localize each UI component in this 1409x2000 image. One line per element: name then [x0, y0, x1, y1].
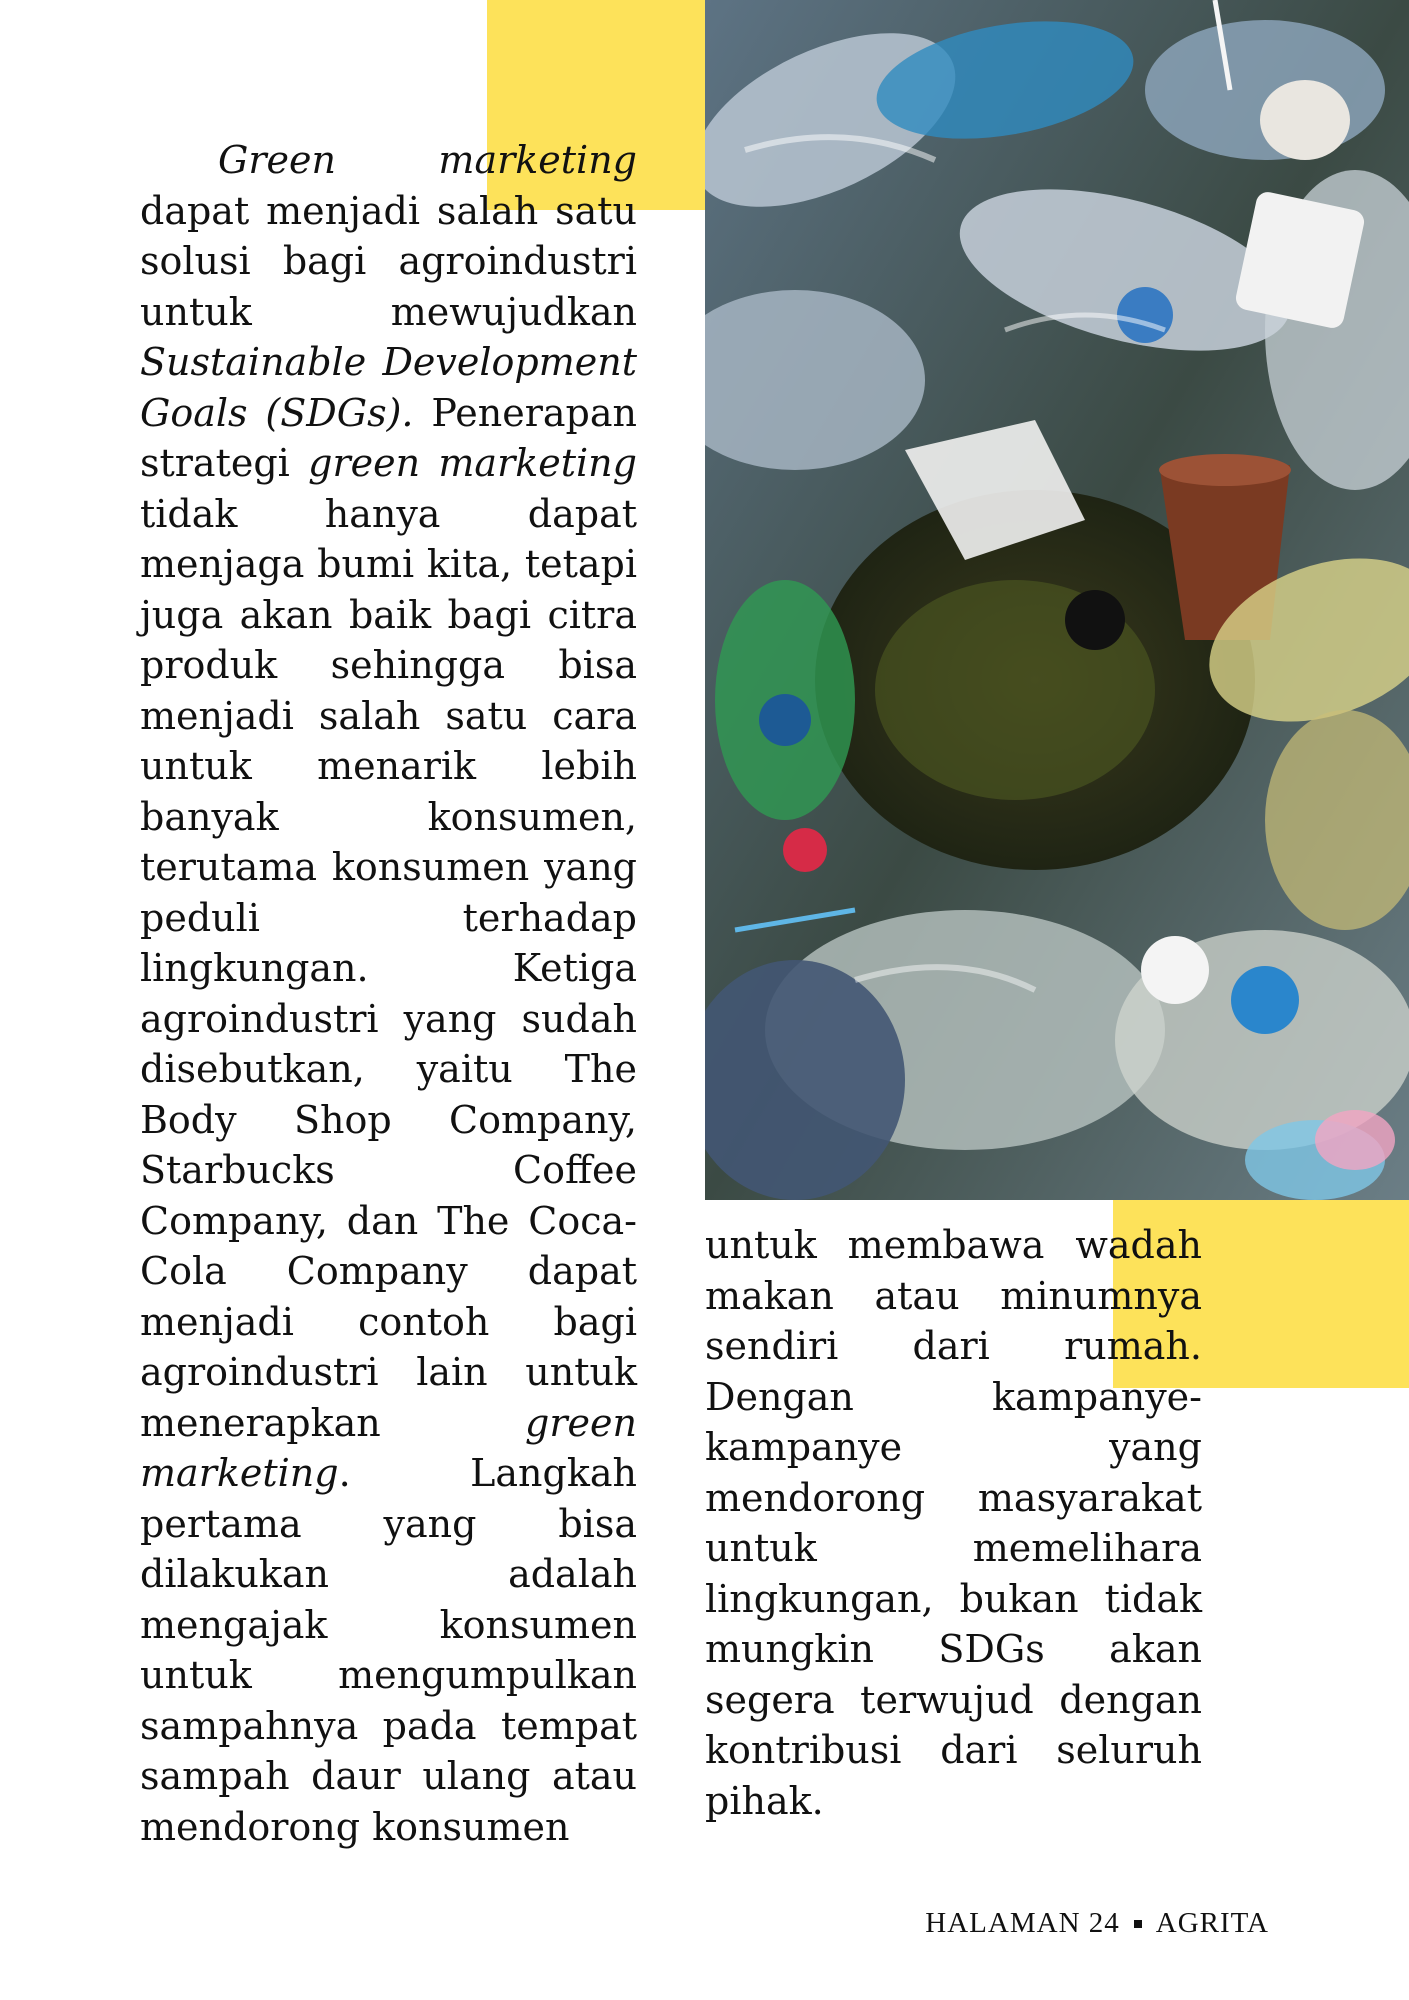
article-column-left — [140, 135, 637, 1852]
article-paragraph-right: untuk membawa wadah makan atau minumnya sendiri dari rumah. Dengan kampanye-kampanye yang mendorong masyarakat untuk memelihara lingkungan, bukan tidak mungkin SDGs akan segera terwujud dengan kontribusi dari seluruh pihak. — [705, 1223, 1202, 1823]
text-run: green marketing — [308, 441, 637, 485]
magazine-name: AGRITA — [1155, 1907, 1269, 1939]
text-run: Sustainable Development Goals (SDGs). — [140, 340, 637, 435]
text-run: tidak hanya dapat menjaga bumi kita, tetapi juga akan baik bagi citra produk sehingga bisa menjadi salah satu cara untuk menarik lebih banyak konsumen, terutama konsumen yang peduli terhadap lingkungan. Ketiga agroindustri yang sudah disebutkan, yaitu The Body Shop Company, Starbucks Coffee Company, dan The Coca-Cola Company dapat menjadi contoh bagi agroindustri lain untuk menerapkan — [140, 491, 637, 1445]
text-run: . Langkah pertama yang bisa dilakukan adalah mengajak konsumen untuk mengumpulkan sampahnya pada tempat sampah daur ulang atau mendorong konsumen — [140, 1451, 637, 1849]
page-footer — [925, 1907, 1269, 1940]
text-run: dapat menjadi salah satu solusi bagi agroindustri untuk mewujudkan — [140, 188, 637, 334]
text-run: green marketing — [140, 1400, 637, 1495]
page-number-label: HALAMAN 24 — [925, 1907, 1120, 1939]
article-column-right — [705, 1220, 1202, 1826]
plastic-waste-photo — [705, 0, 1409, 1200]
article-paragraph-left — [140, 135, 637, 1852]
text-run: Green marketing — [218, 138, 637, 182]
footer-separator — [1134, 1920, 1142, 1928]
text-run: Penerapan strategi — [140, 390, 637, 485]
